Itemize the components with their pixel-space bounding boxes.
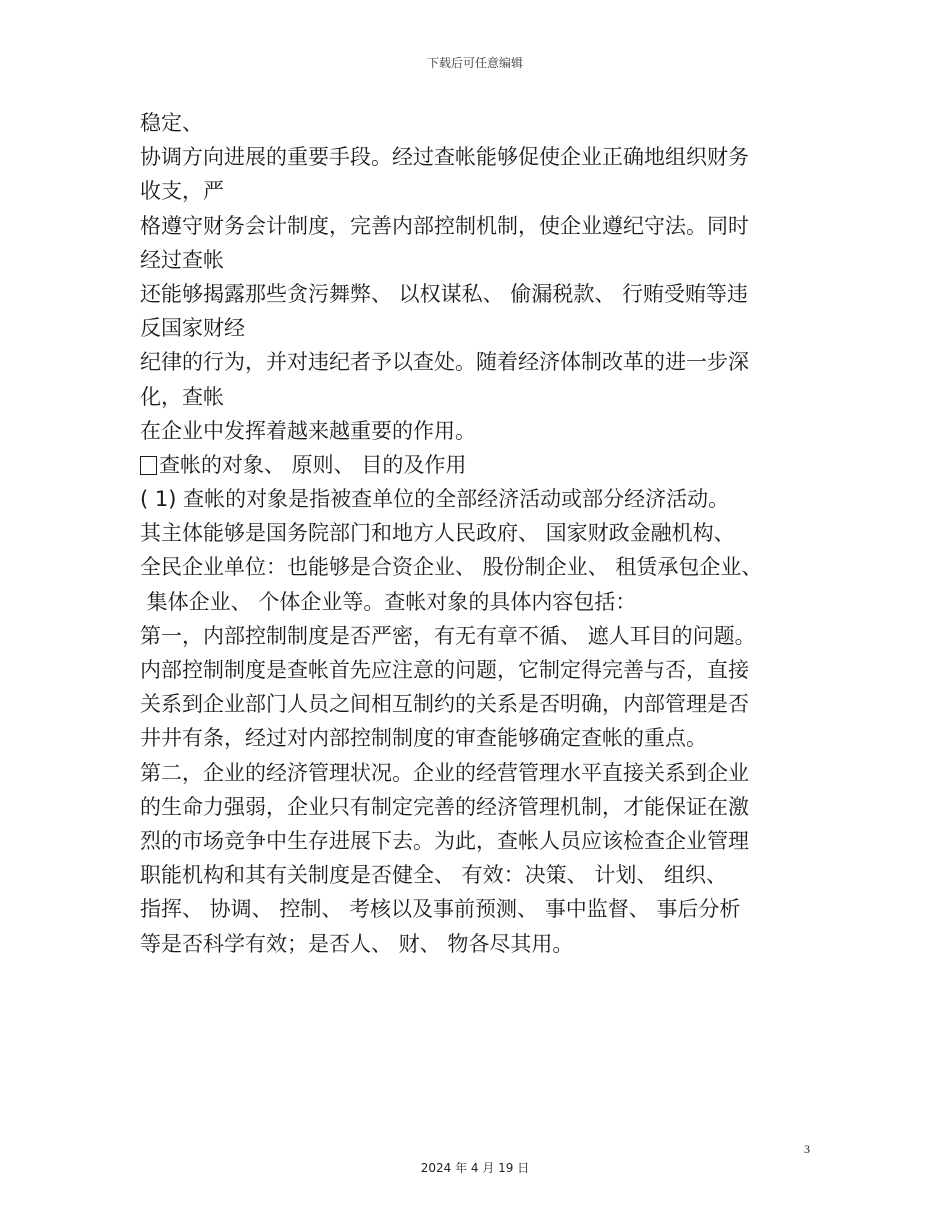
body-line: 内部控制制度是查帐首先应注意的问题，它制定得完善与否，直接: [140, 658, 749, 682]
body-line: 集体企业、 个体企业等。查帐对象的具体内容包括：: [140, 589, 637, 614]
body-line: 全民企业单位：也能够是合资企业、 股份制企业、 租赁承包企业、: [140, 555, 763, 580]
page-header: 下载后可任意编辑: [426, 56, 523, 70]
body-line: 收支，严: [140, 179, 224, 204]
body-line: ( 1) 查帐的对象是指被查单位的全部经济活动或部分经济活动。: [140, 487, 730, 512]
body-line: 化，查帐: [140, 384, 224, 409]
body-line: 职能机构和其有关制度是否健全、 有效：决策、 计划、 组织、: [140, 863, 728, 888]
body-line: 在企业中发挥着越来越重要的作用。: [140, 418, 476, 443]
page-footer-date: 2024 年 4 月 19 日: [420, 1161, 530, 1175]
empty-square-icon: [140, 456, 157, 475]
body-line: 第一，内部控制制度是否严密，有无有章不循、 遮人耳目的问题。: [140, 623, 756, 648]
body-line: 烈的市场竞争中生存进展下去。为此，查帐人员应该检查企业管理: [140, 828, 749, 853]
body-line: 经过查帐: [140, 247, 224, 272]
body-line: 还能够揭露那些贪污舞弊、 以权谋私、 偷漏税款、 行贿受贿等违: [140, 281, 749, 306]
body-line: 纪律的行为，并对违纪者予以查处。随着经济体制改革的进一步深: [140, 350, 749, 375]
document-body: [140, 106, 830, 961]
body-line: 其主体能够是国务院部门和地方人民政府、 国家财政金融机构、: [140, 521, 735, 546]
body-line: 指挥、 协调、 控制、 考核以及事前预测、 事中监督、 事后分析: [140, 897, 741, 922]
body-line: 井井有条，经过对内部控制制度的审查能够确定查帐的重点。: [140, 726, 707, 751]
body-line: 协调方向进展的重要手段。经过查帐能够促使企业正确地组织财务: [140, 145, 749, 170]
body-line: 关系到企业部门人员之间相互制约的关系是否明确，内部管理是否: [140, 692, 749, 717]
section-heading-text: 查帐的对象、 原则、 目的及作用: [159, 452, 467, 477]
body-line: 稳定、: [140, 111, 203, 135]
body-line: 的生命力强弱，企业只有制定完善的经济管理机制，才能保证在激: [140, 794, 749, 819]
page-number: 3: [804, 1142, 810, 1156]
body-line: 反国家财经: [140, 316, 245, 341]
body-line: 第二，企业的经济管理状况。企业的经营管理水平直接关系到企业: [140, 760, 749, 785]
section-heading: [140, 448, 830, 482]
body-line: 等是否科学有效；是否人、 财、 物各尽其用。: [140, 931, 574, 956]
body-line: 格遵守财务会计制度，完善内部控制机制，使企业遵纪守法。同时: [140, 213, 749, 238]
